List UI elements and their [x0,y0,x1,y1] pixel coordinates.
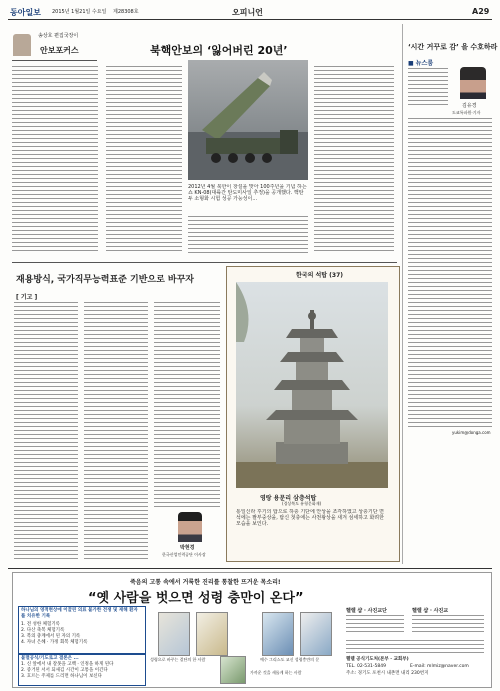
ad-right-text2 [412,615,484,635]
series-rule [12,60,97,61]
issue-number: 제28308호 [113,9,139,15]
ad-phone: TEL. 02-531-5849 [346,664,386,669]
ad-box1-item: 3. 복의 충계에서 된 자의 기록 [21,634,81,639]
side-author-role: 도쿄특파원·기자 [452,110,481,115]
ad-right-title1: 헬렐 샵 · 사진교단 [346,608,387,614]
column-divider [402,24,403,564]
page-number: A29 [472,7,490,16]
op-body-col2 [84,302,148,560]
heritage-caption-sub: (경상북도 유형문화재) [282,501,322,506]
issue-date: 2015년 1월21일 수요일 [52,9,107,15]
article-body-col2 [106,66,182,254]
ad-box2-item: 3. 흐르는 주제를 드리면 하나님이 보신다 [21,674,102,679]
op-author-role: 한국산업인력공단 이사장 [162,552,206,557]
heritage-series-number: (37) [329,272,344,279]
op-kicker-label: 기고 [20,294,33,301]
book-caption-1: 성령으로 바꾸는 결단의 한 사람 [150,657,206,662]
side-column-intro [408,68,448,106]
header-rule [8,19,492,20]
photo-caption: 2012년 4월 북한이 창설을 맞아 100주년을 기념 하는 쇼 KN-08(대륙간 탄도미사일 추정)을 공개했다. 핵탄두 소형화 시험 성공 가능성이... [188,184,307,202]
book-caption-2: 예수 그리스도 교신 성령충만의 문 [260,657,320,662]
ad-headline-small: 죽음의 고통 속에서 거룩한 진리를 통찰한 뜨거운 목소리! [130,579,281,586]
side-column-body [408,118,492,428]
ad-address: 주소: 경기도 포천시 내촌면 내리 230번지 [346,671,429,676]
side-column-series [408,58,433,67]
ad-right-title2: 헬렐 샵 · 사진교 [412,608,449,614]
ad-box2-title: 불멸공식/기도로고 결론은 ... [21,656,79,661]
series-name: 안보포커스 [40,46,79,55]
side-column-byline: yukim@donga.com [452,430,491,435]
ad-contact-title: 헬렐 공식기도처(본부 · 교회부) [346,657,409,662]
stone-pagoda-photo [236,282,388,488]
side-column-title: ‘시간 거꾸로 감’ 을 수호하라 [408,43,498,51]
heritage-caption-title: 영랑 용문리 삼층석탑 [260,495,317,502]
ad-top-rule [8,568,492,569]
ad-box1-item: 4. 자녀 은혜 · 가정 회복 체험기록 [21,640,88,645]
ad-headline: “옛 사람을 벗으면 성령 충만이 온다” [88,591,304,606]
book-cover-2 [196,612,228,656]
author-name: 송상호 편집국장이 [38,33,79,39]
op-body-col1 [14,302,78,560]
op-author-portrait [178,512,202,542]
heritage-caption-text: 통일신라 후기의 탑으로 하층 기단에 안상을 조각하였고 상층기단 면석에는 팔부중상을, 탑신 첫층에는 사천왕상을 새겨 섬세하고 화려한 모습을 보인다. [236,509,384,527]
ad-box1-item: 1. 전 성한 체험기록 [21,622,61,627]
book-cover-4 [300,612,332,656]
book-cover-1 [158,612,190,656]
heritage-series [296,270,343,279]
op-body-col3 [154,302,220,510]
article-body-col3 [188,216,308,254]
ad-right-text1 [346,615,404,635]
series-bullet-icon: ■ [408,60,416,67]
op-kicker: [ 기고 ] [16,294,38,301]
book-cover-3 [262,612,294,656]
ad-email: E-mail: mlmiz@naver.com [410,664,469,669]
newspaper-brand: 동아일보 [10,8,41,17]
op-divider [12,262,397,263]
ad-box1-list [21,622,141,646]
ad-box2-item: 1. 신 앞에서 내 잘못을 고백 · 인정을 하게 된다 [21,662,114,667]
section-name: 오피니언 [232,8,263,17]
ad-box1-item: 2. 다산 축복 체험기록 [21,628,65,633]
op-author-name: 박현경 [180,545,195,551]
heritage-series-label: 한국의 석탑 [296,272,328,279]
ad-box2-list [21,662,141,680]
side-series-label: 뉴스룸 [415,60,434,67]
ad-box2-item: 2. 증거된 서서 되새김 시간이 고통을 이긴다 [21,668,108,673]
author-portrait [13,34,31,56]
op-title: 재용방식, 국가직무능력표준 기반으로 바꾸자 [16,275,195,285]
article-title: 북핵안보의 ‘잃어버린 20년’ [150,44,288,57]
ad-box1-title: 하나님의 영적현상에 이끌린 의료 불가한 전쟁 및 재해 환자를 치유한 기록 [21,608,138,619]
side-author-portrait [460,67,486,99]
article-body-col4 [314,66,394,254]
book-caption-3: 가까운 것을 새롭게 하는 사람 [250,670,302,675]
book-cover-5 [220,656,246,684]
missile-parade-photo [188,60,308,180]
article-body-col1 [12,66,98,254]
ad-right-text3 [346,640,484,654]
side-author-name: 김유경 [462,103,477,109]
